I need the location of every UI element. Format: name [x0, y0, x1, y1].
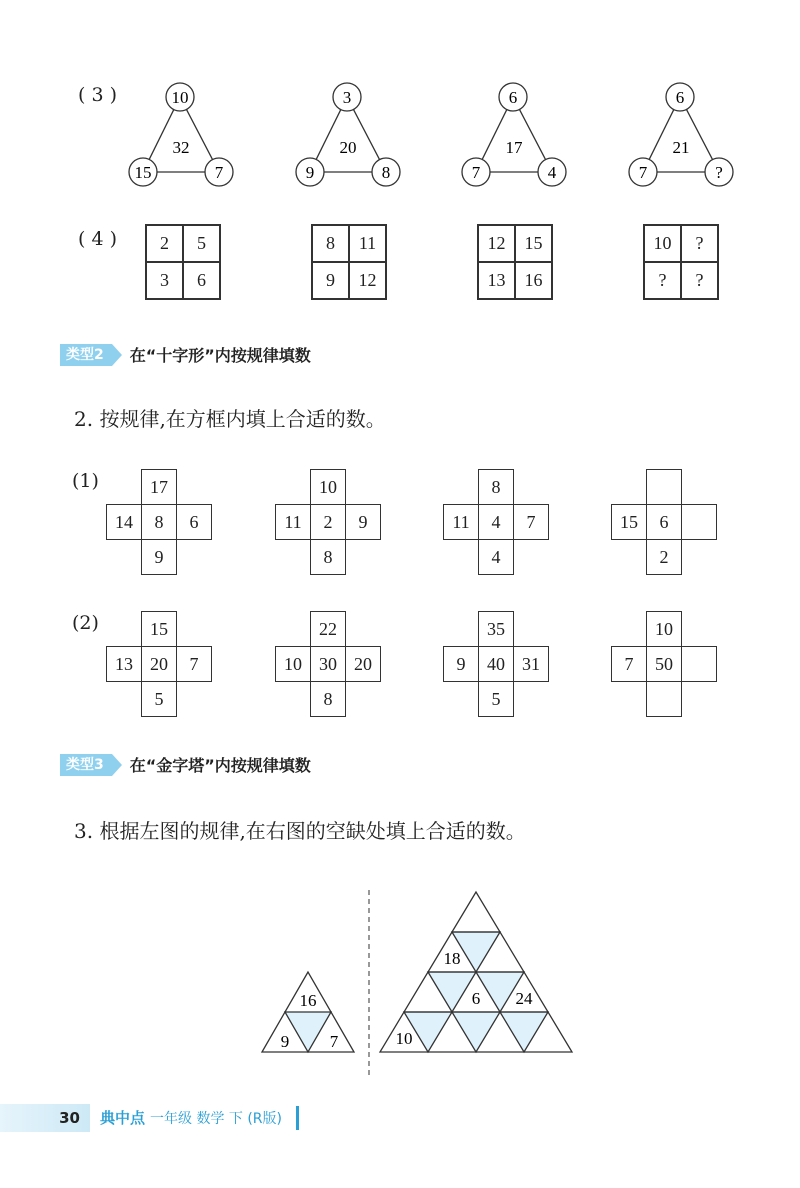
triangle-node-right: 4: [547, 163, 557, 182]
cross-cell-top: 22: [310, 611, 346, 647]
question-3-text: 3. 根据左图的规律,在右图的空缺处填上合适的数。: [74, 819, 526, 843]
number-square-cell: ?: [681, 225, 718, 262]
cross-cell-left: 9: [443, 646, 479, 682]
big-pyramid-a: 18: [443, 949, 461, 968]
type2-title: 在“十字形”内按规律填数: [129, 346, 311, 365]
cross-cell-right: 7: [513, 504, 549, 540]
big-pyramid-c: 24: [515, 989, 533, 1008]
number-square-cell: 3: [146, 262, 183, 299]
cross-cell-center: 40: [478, 646, 514, 682]
type2-header: [60, 343, 311, 366]
number-square-cell: 9: [312, 262, 349, 299]
cross-cell-top: 10: [646, 611, 682, 647]
number-square-cell: 8: [312, 225, 349, 262]
number-square-cell: 15: [515, 225, 552, 262]
triangle-node-left: 7: [471, 163, 481, 182]
triangle-node-right: 8: [381, 163, 391, 182]
cross-cell-left: 10: [275, 646, 311, 682]
number-square-cell: 6: [183, 262, 220, 299]
pyramid-figures: [0, 880, 800, 1080]
cross-cell-top: 35: [478, 611, 514, 647]
cross-cell-right: 31: [513, 646, 549, 682]
type3-title: 在“金字塔”内按规律填数: [129, 756, 311, 775]
cross-cell-top: 15: [141, 611, 177, 647]
big-pyramid-d: 10: [395, 1029, 413, 1048]
triangle-node-top: 6: [508, 88, 518, 107]
small-pyramid: [262, 972, 354, 1052]
big-pyramid-b: 6: [471, 989, 481, 1008]
cross-cell-center: 50: [646, 646, 682, 682]
cross-cell-top[interactable]: [646, 469, 682, 505]
cross-cell-right: 6: [176, 504, 212, 540]
number-square-cell: 12: [478, 225, 515, 262]
triangle-node-left: 15: [134, 163, 152, 182]
cross-cell-center: 6: [646, 504, 682, 540]
cross-cell-right: 7: [176, 646, 212, 682]
type3-tag: 类型3: [60, 754, 112, 776]
triangle-puzzle: [462, 83, 566, 186]
triangle-puzzle: [629, 83, 733, 186]
footer-bar: [296, 1106, 299, 1130]
cross-cell-center: 2: [310, 504, 346, 540]
triangle-node-right: ?: [715, 163, 723, 182]
cross-cell-right[interactable]: [681, 646, 717, 682]
number-square-cell: 5: [183, 225, 220, 262]
part-2-label: (2): [72, 612, 99, 634]
book-title: 一年级 数学 下 (R版): [150, 1111, 283, 1127]
cross-cell-top: 17: [141, 469, 177, 505]
question-2-text: 2. 按规律,在方框内填上合适的数。: [74, 407, 386, 431]
number-square-cell: 12: [349, 262, 386, 299]
cross-cell-bottom: 9: [141, 539, 177, 575]
brand-logo: 典中点: [100, 1109, 146, 1127]
number-square-cell: 13: [478, 262, 515, 299]
small-pyramid-top: 16: [299, 991, 317, 1010]
cross-cell-right: 20: [345, 646, 381, 682]
cross-cell-left: 15: [611, 504, 647, 540]
triangle-node-right: 7: [214, 163, 224, 182]
cross-cell-center: 30: [310, 646, 346, 682]
cross-cell-center: 8: [141, 504, 177, 540]
cross-cell-top: 10: [310, 469, 346, 505]
number-square-cell: 2: [146, 225, 183, 262]
small-pyramid-left: 9: [280, 1032, 290, 1051]
number-square: [477, 224, 553, 300]
page-number: 30: [0, 1104, 90, 1132]
type3-header: [60, 753, 311, 776]
triangle-puzzle: [296, 83, 400, 186]
cross-cell-bottom[interactable]: [646, 681, 682, 717]
number-square-cell: 16: [515, 262, 552, 299]
number-square-cell: ?: [644, 262, 681, 299]
triangle-node-left: 7: [638, 163, 648, 182]
number-square: [643, 224, 719, 300]
number-square-cell: ?: [681, 262, 718, 299]
cross-cell-bottom: 5: [141, 681, 177, 717]
cross-cell-bottom: 8: [310, 681, 346, 717]
cross-cell-left: 14: [106, 504, 142, 540]
triangle-node-top: 3: [342, 88, 352, 107]
cross-cell-center: 20: [141, 646, 177, 682]
cross-cell-bottom: 8: [310, 539, 346, 575]
cross-cell-left: 7: [611, 646, 647, 682]
cross-cell-bottom: 4: [478, 539, 514, 575]
number-square-cell: 10: [644, 225, 681, 262]
cross-cell-right[interactable]: [681, 504, 717, 540]
triangle-center: 32: [172, 138, 190, 157]
triangle-puzzle: [129, 83, 233, 186]
triangle-node-left: 9: [305, 163, 315, 182]
cross-cell-top: 8: [478, 469, 514, 505]
cross-cell-left: 13: [106, 646, 142, 682]
cross-cell-center: 4: [478, 504, 514, 540]
part-3-label: ( 3 ): [78, 84, 117, 106]
cross-cell-right: 9: [345, 504, 381, 540]
triangle-puzzles: [0, 75, 800, 195]
type2-tag: 类型2: [60, 344, 112, 366]
cross-cell-bottom: 2: [646, 539, 682, 575]
triangle-center: 20: [339, 138, 357, 157]
triangle-node-top: 10: [171, 88, 189, 107]
big-pyramid: [380, 892, 572, 1052]
cross-cell-left: 11: [275, 504, 311, 540]
triangle-node-top: 6: [675, 88, 685, 107]
part-4-label: ( 4 ): [78, 228, 117, 250]
part-1-label: (1): [72, 470, 99, 492]
triangle-center: 17: [505, 138, 523, 157]
small-pyramid-right: 7: [329, 1032, 339, 1051]
number-square-cell: 11: [349, 225, 386, 262]
number-square: [145, 224, 221, 300]
page-footer: [0, 1104, 800, 1132]
triangle-center: 21: [672, 138, 690, 157]
number-square: [311, 224, 387, 300]
cross-cell-bottom: 5: [478, 681, 514, 717]
cross-cell-left: 11: [443, 504, 479, 540]
